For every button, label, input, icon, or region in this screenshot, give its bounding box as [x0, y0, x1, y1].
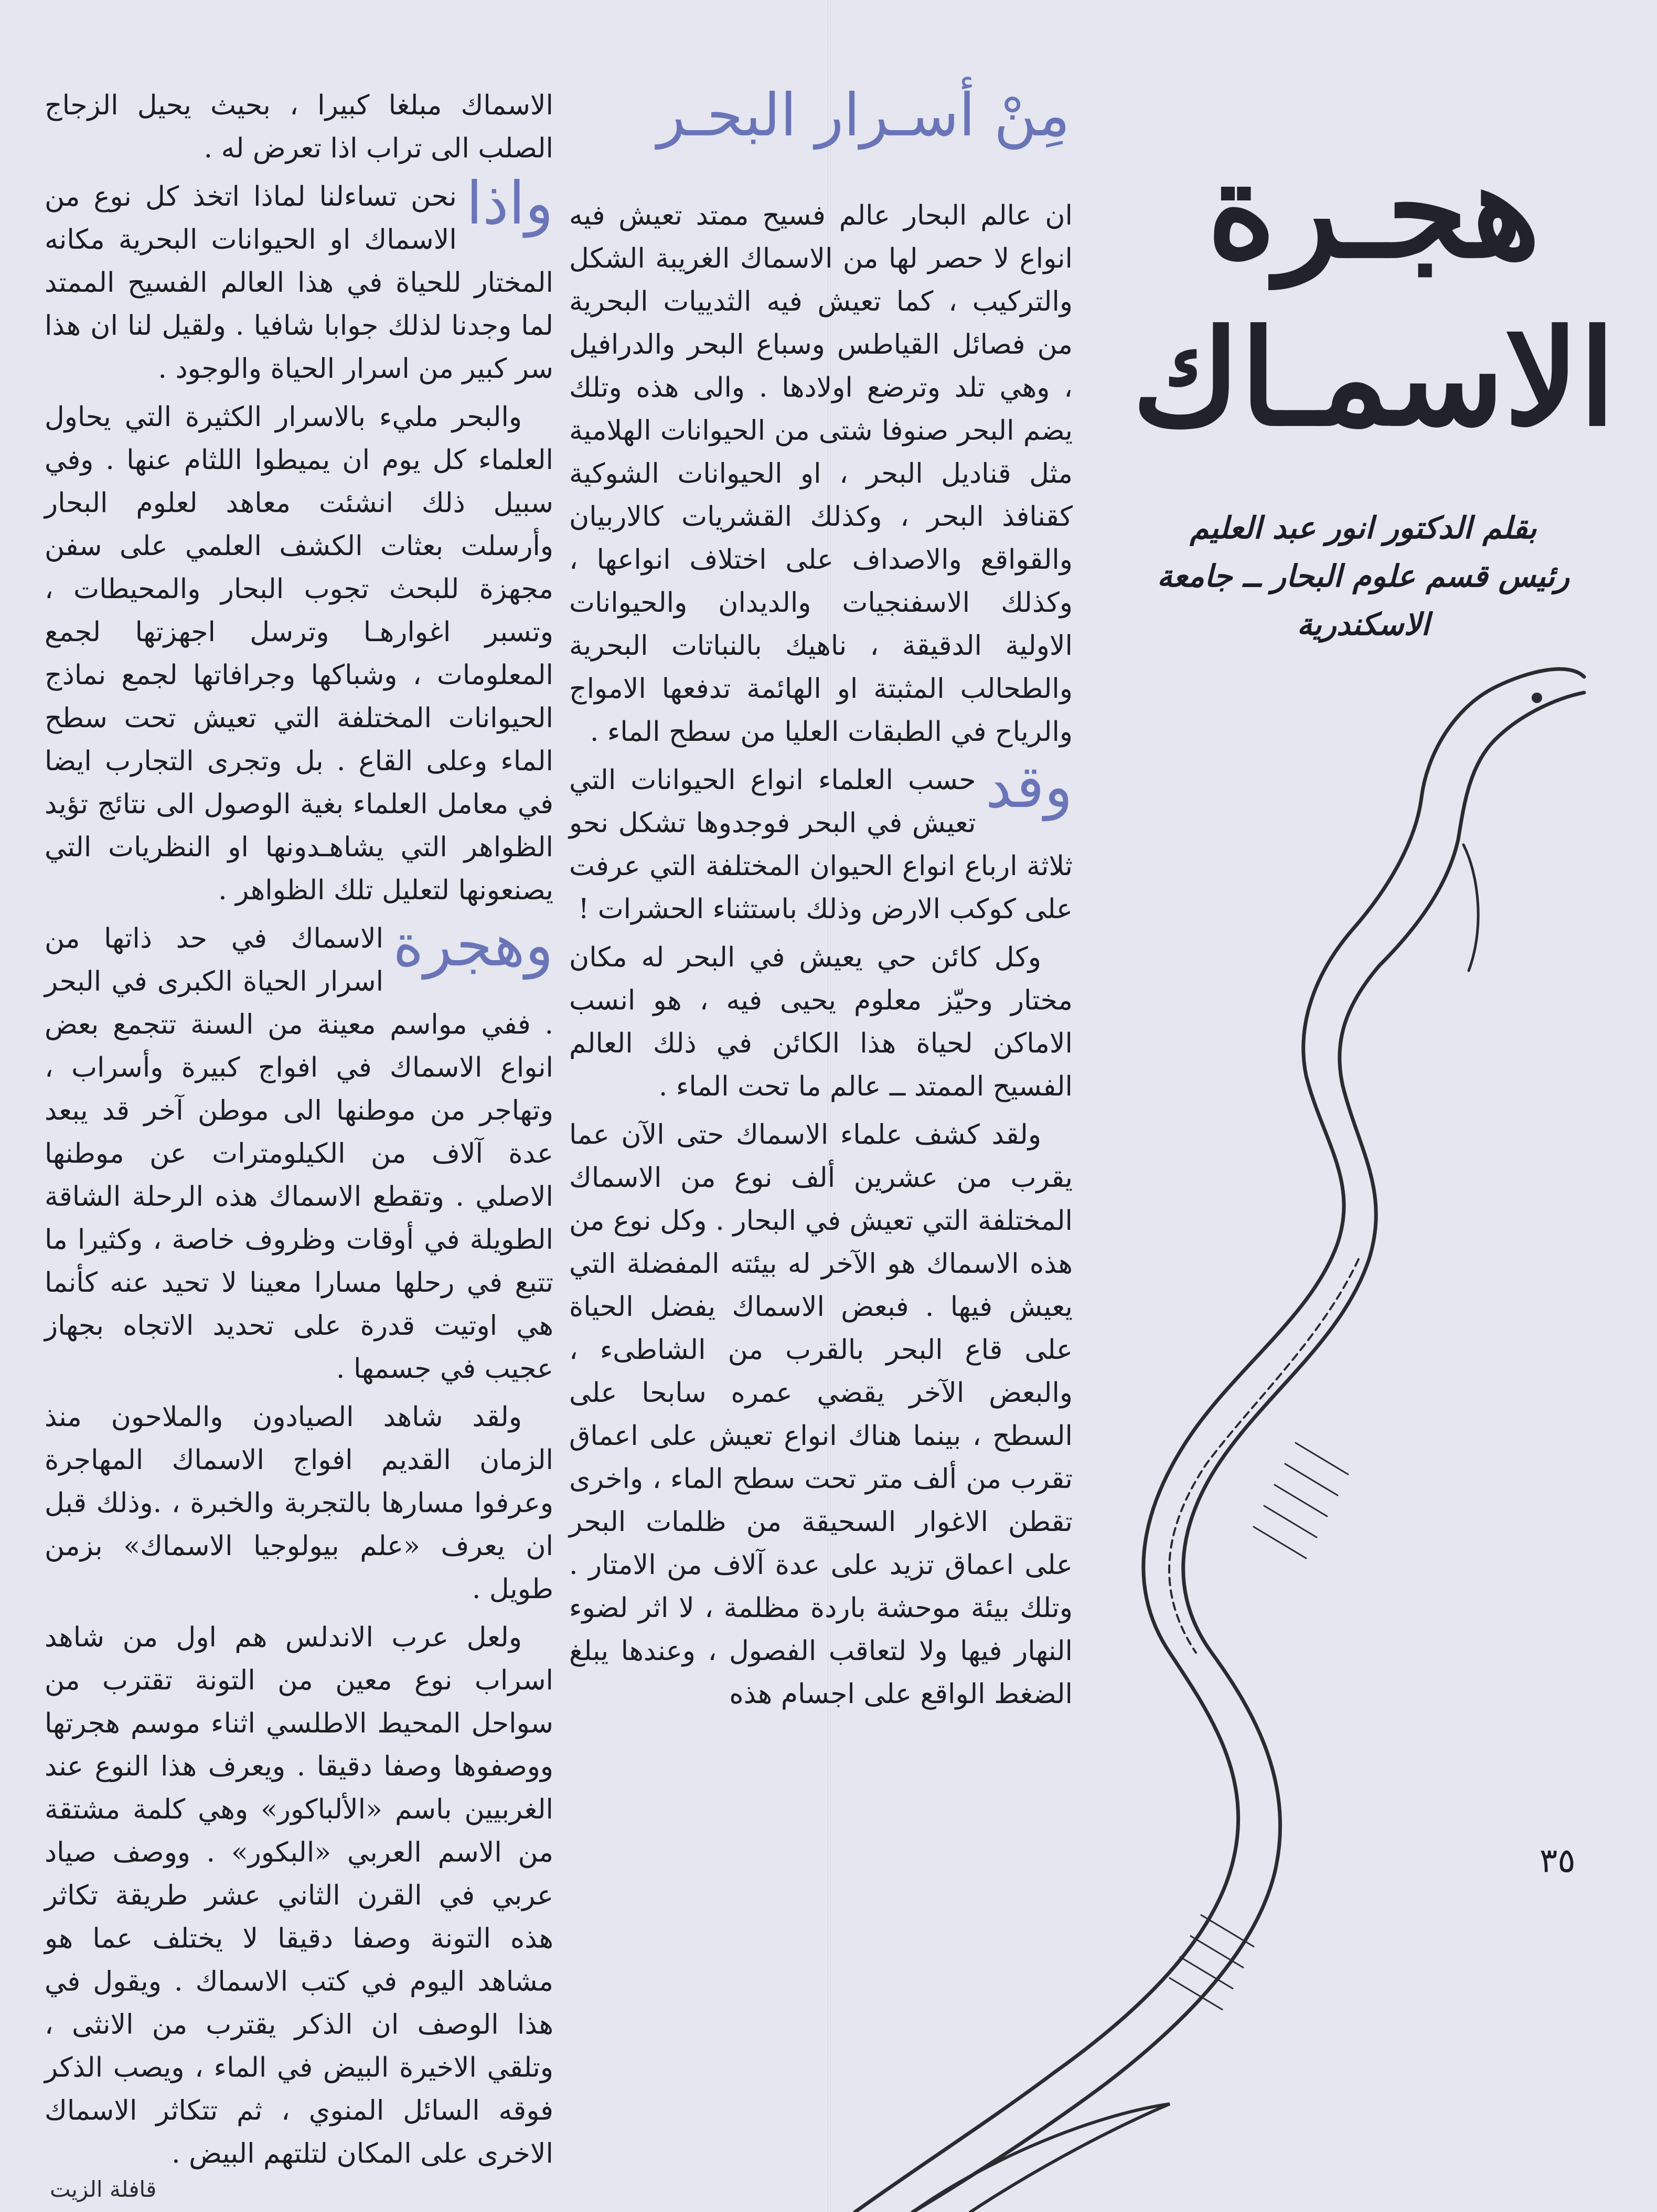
- page-number: ٣٥: [1540, 1842, 1576, 1880]
- paragraph: وكل كائن حي يعيش في البحر له مكان مختار وحيّز معلوم يحيى فيه ، هو انسب الاماكن لحياة هذا الكائن في ذلك العالم الفسيح الممتد ــ عالم ما تحت الماء .: [569, 942, 1073, 1102]
- publication-footer: قافلة الزيت: [50, 2176, 157, 2202]
- eel-tail-curl: [913, 2104, 1170, 2212]
- eel-hatching-1: [1254, 1443, 1348, 1558]
- paragraph-text: نحن تساءلنا لماذا اتخذ كل نوع من الاسماك او الحيوانات البحرية مكانه المختار للحياة في هذا العالم الفسيح الممتد لما وجدنا لذلك جوابا شافيا . ولقيل لنا ان هذا سر كبير من اسرار الحياة والوجود .: [45, 181, 553, 385]
- title-line-1: هجـرة: [1207, 133, 1541, 287]
- paragraph: ان عالم البحار عالم فسيح ممتد تعيش فيه انواع لا حصر لها من الاسماك الغريبة الشكل والتركيب ، كما تعيش فيه الثدييات البحرية من فصائل القياطس وسباع البحر والدرافيل ، وهي تلد وترضع اولادها . والى هذه وتلك يضم البحر صنوفا شتى من الحيوانات الهلامية مثل قناديل البحر ، او الحيوانات الشوكية كقنافذ البحر ، وكذلك القشريات كالاربيان والقواقع والاصداف على اختلاف انواعها ، وكذلك الاسفنجيات والديدان والحيوانات الاولية الدقيقة ، ناهيك بالنباتات البحرية والطحالب المثبتة او الهائمة تدفعها الامواج والرياح في الطبقات العليا من سطح الماء .: [569, 200, 1073, 748]
- article-column-right: [569, 194, 1073, 1721]
- paragraph-with-dropword: [569, 753, 1073, 931]
- eel-fin: [1463, 845, 1478, 971]
- paragraph-with-dropword: [45, 169, 553, 390]
- paragraph-text: الاسماك في حد ذاتها من اسرار الحياة الكبرى في البحر . ففي مواسم معينة من السنة تتجمع بعض انواع الاسماك في افواج كبيرة وأسراب ، وتهاجر من موطنها الى موطن آخر قد يبعد عدة آلاف من الكيلومترات عن موطنها الاصلي . وتقطع الاسماك هذه الرحلة الشاقة الطويلة في أوقات وظروف خاصة ، وكثيرا ما تتبع في رحلها مسارا معينا لا تحيد عنه كأنما هي اوتيت قدرة على تحديد الاتجاه بجهاز عجيب في جسمها .: [45, 923, 553, 1385]
- byline-affiliation: رئيس قسم علوم البحار ــ جامعة الاسكندرية: [1157, 558, 1570, 642]
- eel-eye: [1532, 693, 1542, 703]
- title-line-2: الاسمـاك: [1132, 301, 1616, 455]
- paragraph: ولعل عرب الاندلس هم اول من شاهد اسراب نوع معين من التونة تقترب من سواحل المحيط الاطلسي اثناء موسم هجرتها ووصفوها وصفا دقيقا . ويعرف هذا النوع عند الغربيين باسم «الألباكور» وهي كلمة مشتقة من الاسم العربي «البكور» . ووصف صياد عربي في القرن الثاني عشر طريقة تكاثر هذه التونة وصفا دقيقا لا يختلف عما هو مشاهد اليوم في كتب الاسماك . ويقول في هذا الوصف ان الذكر يقترب من الانثى ، وتلقي الاخيرة البيض في الماء ، ويصب الذكر فوقه السائل المنوي ، ثم تتكاثر الاسماك الاخرى على المكان لتلتهم البيض .: [45, 1622, 553, 2170]
- dropword: واذا: [466, 169, 553, 238]
- paragraph: ولقد شاهد الصيادون والملاحون منذ الزمان القديم افواج الاسماك المهاجرة وعرفوا مسارها بالتجربة والخبرة ، .وذلك قبل ان يعرف «علم بيولوجيا الاسماك» بزمن طويل .: [45, 1401, 553, 1605]
- paragraph-text: حسب العلماء انواع الحيوانات التي تعيش في البحر فوجدوها تشكل نحو ثلاثة ارباع انواع الحيوان المختلفة التي عرفت على كوكب الارض وذلك باستثناء الحشرات !: [569, 764, 1073, 925]
- article-title: [1111, 126, 1636, 462]
- eel-belly-line: [1169, 1259, 1359, 1653]
- paragraph: والبحر مليء بالاسرار الكثيرة التي يحاول العلماء كل يوم ان يميطوا اللثام عنها . وفي سبيل ذلك انشئت معاهد لعلوم البحار وأرسلت بعثات الكشف العلمي على سفن مجهزة للبحث تجوب البحار والمحيطات ، وتسبر اغوارهـا وترسل اجهزتها لجمع المعلومات ، وشباكها وجرافاتها لجمع نماذج الحيوانات المختلفة التي تعيش تحت سطح الماء وعلى القاع . بل وتجرى التجارب ايضا في معامل العلماء بغية الوصول الى نتائج تؤيد الظواهر التي يشاهـدونها او النظريات التي يصنعونها لتعليل تلك الظواهر .: [45, 401, 553, 906]
- dropword: وقد: [985, 753, 1073, 821]
- eel-hatching-2: [1170, 1915, 1254, 2009]
- paragraph-with-dropword: [45, 911, 553, 1390]
- byline: [1091, 504, 1636, 648]
- dropword: وهجرة: [393, 911, 553, 980]
- section-heading: مِنْ أسـرار البحـر: [657, 81, 1070, 150]
- paragraph: الاسماك مبلغا كبيرا ، بحيث يحيل الزجاج الصلب الى تراب اذا تعرض له .: [45, 90, 553, 164]
- paragraph: ولقد كشف علماء الاسماك حتى الآن عما يقرب من عشرين ألف نوع من الاسماك المختلفة التي تعيش في البحار . وكل نوع من هذه الاسماك هو الآخر له بيئته المفضلة التي يعيش فيها . فبعض الاسماك يفضل الحياة على قاع البحر بالقرب من الشاطىء ، والبعض الآخر يقضي عمره سابحا على السطح ، بينما هناك انواع تعيش على اعماق تقرب من ألف متر تحت سطح الماء ، واخرى تقطن الاغوار السحيقة من ظلمات البحر على اعماق تزيد على عدة آلاف من الامتار . وتلك بيئة موحشة باردة مظلمة ، لا اثر لضوء النهار فيها ولا لتعاقب الفصول ، وعندها يبلغ الضغط الواقع على اجسام هذه: [569, 1119, 1073, 1710]
- article-column-left: [45, 84, 553, 2181]
- byline-author: بقلم الدكتور انور عبد العليم: [1190, 510, 1537, 546]
